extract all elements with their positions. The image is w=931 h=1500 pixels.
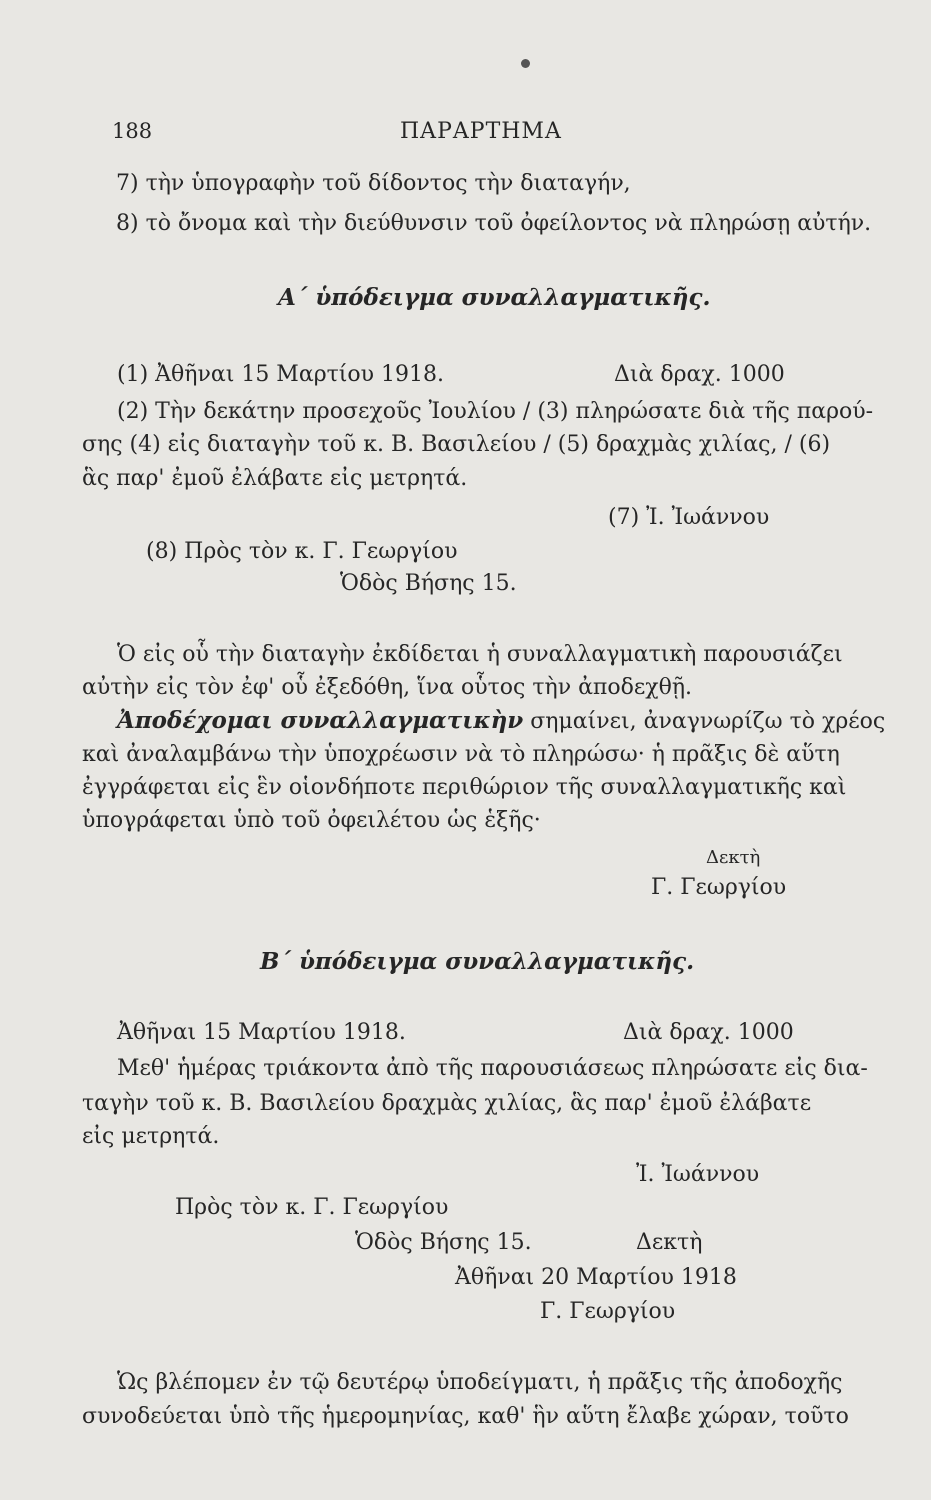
running-title: ΠΑΡΑΡΤΗΜΑ <box>400 119 562 144</box>
page-number: 188 <box>112 119 153 143</box>
acceptance-word: Δεκτὴ <box>706 847 761 868</box>
example-a-address: Ὁδὸς Βήσης 15. <box>340 571 517 596</box>
explanation-line: αὐτὴν εἰς τὸν ἐφ' οὗ ἐξεδόθη, ἵνα οὗτος τὴν ἀποδεχθῇ. <box>82 675 693 700</box>
example-a-addressee: (8) Πρὸς τὸν κ. Γ. Γεωργίου <box>146 539 458 564</box>
example-b-date: Ἀθῆναι 15 Μαρτίου 1918. <box>117 1020 406 1045</box>
closing-line: συνοδεύεται ὑπὸ τῆς ἡμερομηνίας, καθ' ἣν αὕτη ἔλαβε χώραν, τοῦτο <box>82 1404 849 1429</box>
list-item-8: 8) τὸ ὄνομα καὶ τὴν διεύθυνσιν τοῦ ὀφείλοντος νὰ πληρώσῃ αὐτήν. <box>116 211 872 236</box>
example-b-body-line: Μεθ' ἡμέρας τριάκοντα ἀπὸ τῆς παρουσιάσεως πληρώσατε εἰς δια- <box>117 1056 868 1081</box>
example-a-amount: Διὰ δραχ. 1000 <box>614 362 785 387</box>
list-item-7: 7) τὴν ὑπογραφὴν τοῦ δίδοντος τὴν διαταγήν, <box>116 171 631 196</box>
ink-dot <box>521 59 530 68</box>
example-b-body-line: ταγὴν τοῦ κ. Β. Βασιλείου δραχμὰς χιλίας, ἃς παρ' ἐμοῦ ἐλάβατε <box>82 1091 812 1116</box>
explanation-term-rest: σημαίνει, ἀναγνωρίζω τὸ χρέος <box>523 709 886 734</box>
example-b-heading: Β΄ ὑπόδειγμα συναλλαγματικῆς. <box>260 948 695 975</box>
acceptance-name: Γ. Γεωργίου <box>651 875 787 900</box>
explanation-term-line <box>117 706 885 737</box>
explanation-term: Ἀποδέχομαι συναλλαγματικὴν <box>117 707 524 734</box>
explanation-line: ὑπογράφεται ὑπὸ τοῦ ὀφειλέτου ὡς ἑξῆς· <box>82 808 541 833</box>
closing-line: Ὡς βλέπομεν ἐν τῷ δευτέρῳ ὑποδείγματι, ἡ πρᾶξις τῆς ἀποδοχῆς <box>117 1370 843 1395</box>
example-a-body-line: σης (4) εἰς διαταγὴν τοῦ κ. Β. Βασιλείου / (5) δραχμὰς χιλίας, / (6) <box>82 432 831 457</box>
example-b-addressee: Πρὸς τὸν κ. Γ. Γεωργίου <box>175 1195 449 1220</box>
example-a-signer: (7) Ἰ. Ἰωάννου <box>608 505 770 530</box>
example-b-signer: Ἰ. Ἰωάννου <box>636 1162 760 1187</box>
example-b-acceptance-name: Γ. Γεωργίου <box>540 1299 676 1324</box>
example-a-date: (1) Ἀθῆναι 15 Μαρτίου 1918. <box>117 362 445 387</box>
example-b-acceptance-date: Ἀθῆναι 20 Μαρτίου 1918 <box>455 1265 737 1290</box>
explanation-line: Ὁ εἰς οὗ τὴν διαταγὴν ἐκδίδεται ἡ συναλλαγματικὴ παρουσιάζει <box>117 642 843 667</box>
explanation-line: ἐγγράφεται εἰς ἓν οἱονδήποτε περιθώριον τῆς συναλλαγματικῆς καὶ <box>82 775 847 800</box>
example-b-acceptance-word: Δεκτὴ <box>636 1230 703 1255</box>
example-a-heading: Α΄ ὑπόδειγμα συναλλαγματικῆς. <box>278 284 711 311</box>
explanation-line: καὶ ἀναλαμβάνω τὴν ὑποχρέωσιν νὰ τὸ πληρώσω· ἡ πρᾶξις δὲ αὕτη <box>82 742 840 767</box>
example-b-address: Ὁδὸς Βήσης 15. <box>355 1230 532 1255</box>
example-b-amount: Διὰ δραχ. 1000 <box>623 1020 794 1045</box>
example-a-body-line: (2) Τὴν δεκάτην προσεχοῦς Ἰουλίου / (3) πληρώσατε διὰ τῆς παρού- <box>117 399 874 424</box>
example-a-body-line: ἃς παρ' ἐμοῦ ἐλάβατε εἰς μετρητά. <box>82 466 468 491</box>
example-b-body-line: εἰς μετρητά. <box>82 1124 220 1149</box>
